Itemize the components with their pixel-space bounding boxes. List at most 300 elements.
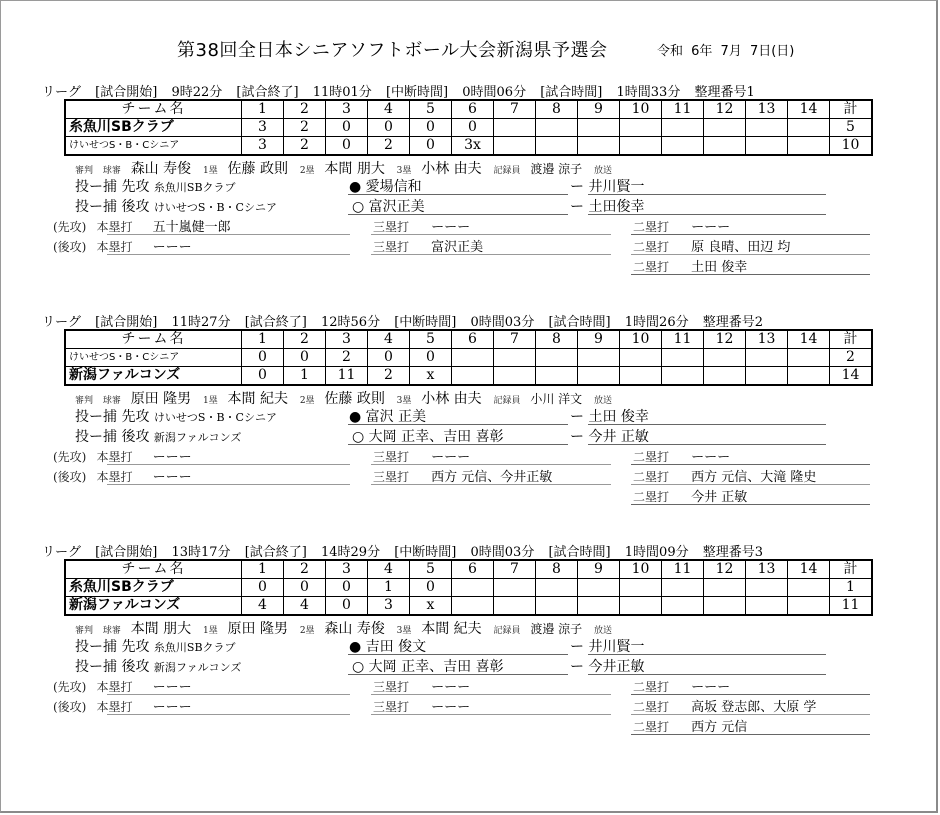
divider bbox=[631, 254, 870, 255]
second-hr-row bbox=[53, 696, 192, 715]
inning-header: 5 bbox=[410, 560, 452, 579]
double-label: 二塁打 bbox=[633, 450, 670, 464]
third-base-umpire-label: 3塁 bbox=[396, 396, 412, 406]
inning-score: x bbox=[410, 597, 452, 616]
inning-score bbox=[578, 579, 620, 597]
triple-value: ーーー bbox=[431, 450, 471, 465]
battery-second-team: 新潟ファルコンズ bbox=[153, 431, 242, 444]
total-header: 計 bbox=[830, 560, 873, 579]
first-attack-label: 先攻 bbox=[121, 179, 150, 195]
inning-score bbox=[662, 597, 704, 616]
battery-label: 投ー捕 bbox=[75, 409, 117, 425]
second-base-umpire: 佐藤 政則 bbox=[324, 391, 385, 407]
divider bbox=[631, 734, 870, 735]
inning-score bbox=[704, 597, 746, 616]
duration-time: 1時間33分 bbox=[616, 85, 681, 100]
inning-score: 3x bbox=[452, 137, 494, 156]
double-value: 土田 俊幸 bbox=[691, 260, 748, 275]
battery-first-row bbox=[75, 176, 236, 196]
inning-header: 11 bbox=[662, 560, 704, 579]
inning-score bbox=[746, 579, 788, 597]
pitcher-name: 吉田 俊文 bbox=[365, 639, 427, 655]
inning-score: 0 bbox=[284, 579, 326, 597]
scoreboard-table bbox=[64, 99, 873, 156]
inning-header: 14 bbox=[788, 330, 830, 349]
battery-first-team: けいせつS・B・Cシニア bbox=[153, 411, 277, 424]
league-label: リーグ bbox=[42, 315, 82, 330]
double-row-3 bbox=[633, 486, 747, 505]
third-base-umpire-label: 3塁 bbox=[396, 626, 412, 636]
divider bbox=[107, 234, 350, 235]
inning-score bbox=[452, 349, 494, 367]
double-value: ーーー bbox=[691, 450, 731, 465]
hr-label: 本塁打 bbox=[96, 700, 133, 714]
pitcher-name: 富沢正美 bbox=[368, 199, 425, 215]
inning-score: 0 bbox=[284, 349, 326, 367]
win-mark-icon: ● bbox=[349, 409, 362, 425]
game-record bbox=[0, 81, 940, 301]
break-time: 0時間03分 bbox=[470, 315, 535, 330]
double-row-1 bbox=[633, 446, 730, 465]
total-score: 1 bbox=[830, 579, 873, 597]
second-base-umpire-label: 2塁 bbox=[299, 626, 315, 636]
dash-separator: ー bbox=[570, 639, 584, 655]
inning-header: 1 bbox=[242, 100, 284, 119]
start-label: [試合開始] bbox=[95, 545, 158, 560]
divider bbox=[107, 484, 350, 485]
inning-score: 4 bbox=[242, 597, 284, 616]
battery-second-row bbox=[75, 656, 241, 676]
inning-score: 3 bbox=[242, 119, 284, 137]
first-base-umpire: 本間 紀夫 bbox=[227, 391, 288, 407]
catcher-name: 土田俊幸 bbox=[588, 199, 645, 215]
plate-umpire-label: 球審 bbox=[102, 396, 121, 406]
total-header: 計 bbox=[830, 100, 873, 119]
inning-score bbox=[620, 579, 662, 597]
second-hr-row bbox=[53, 466, 192, 485]
battery-first-pitcher bbox=[349, 406, 426, 426]
inning-score bbox=[620, 367, 662, 386]
inning-header: 8 bbox=[536, 330, 578, 349]
inning-header: 7 bbox=[494, 100, 536, 119]
battery-second-pitcher bbox=[352, 426, 504, 446]
inning-score: 0 bbox=[368, 119, 410, 137]
inning-header: 13 bbox=[746, 100, 788, 119]
game-info-line bbox=[42, 541, 773, 560]
inning-score: 4 bbox=[284, 597, 326, 616]
battery-second-row bbox=[75, 196, 277, 216]
inning-score bbox=[494, 579, 536, 597]
team-name: 新潟ファルコンズ bbox=[65, 367, 242, 386]
inning-score bbox=[704, 579, 746, 597]
second-attack-paren-label: (後攻) bbox=[53, 240, 87, 254]
team-name: けいせつS・B・Cシニア bbox=[65, 349, 242, 367]
divider bbox=[588, 654, 826, 655]
inning-score bbox=[452, 579, 494, 597]
inning-score bbox=[578, 367, 620, 386]
umpire-label: 審判 bbox=[75, 396, 94, 406]
divider bbox=[348, 674, 568, 675]
divider bbox=[371, 464, 611, 465]
inning-score bbox=[704, 119, 746, 137]
battery-second-team: 新潟ファルコンズ bbox=[153, 661, 242, 674]
battery-label: 投ー捕 bbox=[75, 429, 117, 445]
battery-second-catcher bbox=[570, 656, 644, 676]
inning-score bbox=[788, 367, 830, 386]
inning-header: 9 bbox=[578, 330, 620, 349]
hr-value: 五十嵐健一郎 bbox=[152, 220, 231, 235]
second-triple-row bbox=[373, 696, 470, 715]
break-label: [中断時間] bbox=[394, 545, 457, 560]
inning-header: 6 bbox=[452, 100, 494, 119]
inning-score: 1 bbox=[368, 579, 410, 597]
inning-header: 10 bbox=[620, 330, 662, 349]
team-row-second bbox=[65, 137, 872, 156]
inning-score: x bbox=[410, 367, 452, 386]
inning-score bbox=[746, 349, 788, 367]
second-base-umpire-label: 2塁 bbox=[299, 166, 315, 176]
first-hr-row bbox=[53, 446, 192, 465]
double-row-2 bbox=[633, 236, 790, 255]
end-time: 11時01分 bbox=[312, 85, 372, 100]
umpires-line bbox=[75, 158, 618, 178]
inning-score bbox=[788, 119, 830, 137]
total-header: 計 bbox=[830, 330, 873, 349]
game-record bbox=[0, 311, 940, 531]
lose-mark-icon: ○ bbox=[352, 199, 365, 215]
hr-label: 本塁打 bbox=[96, 220, 133, 234]
divider bbox=[107, 254, 350, 255]
second-base-umpire: 本間 朋大 bbox=[324, 161, 385, 177]
game-info-line bbox=[42, 81, 765, 100]
scoreboard-header bbox=[65, 100, 872, 119]
double-label: 二塁打 bbox=[633, 490, 670, 504]
third-base-umpire: 小林 由夫 bbox=[421, 161, 482, 177]
scoreboard-table bbox=[64, 329, 873, 386]
hr-label: 本塁打 bbox=[96, 680, 133, 694]
second-triple-row bbox=[373, 236, 483, 255]
inning-score: 0 bbox=[410, 349, 452, 367]
inning-header: 2 bbox=[284, 560, 326, 579]
end-time: 14時29分 bbox=[320, 545, 381, 560]
double-label: 二塁打 bbox=[633, 220, 670, 234]
inning-score bbox=[494, 119, 536, 137]
divider bbox=[631, 694, 870, 695]
inning-score bbox=[536, 137, 578, 156]
recorder-label: 記録員 bbox=[493, 626, 521, 636]
game-record bbox=[0, 541, 940, 761]
end-time: 12時56分 bbox=[320, 315, 381, 330]
duration-time: 1時間26分 bbox=[624, 315, 689, 330]
triple-label: 三塁打 bbox=[373, 700, 410, 714]
divider bbox=[588, 444, 826, 445]
inning-header: 7 bbox=[494, 560, 536, 579]
triple-label: 三塁打 bbox=[373, 470, 410, 484]
recorder-name: 渡邉 涼子 bbox=[530, 162, 583, 176]
battery-first-pitcher bbox=[349, 636, 426, 656]
inning-score: 2 bbox=[368, 367, 410, 386]
inning-score bbox=[620, 597, 662, 616]
inning-score bbox=[662, 137, 704, 156]
battery-first-catcher bbox=[570, 406, 649, 426]
inning-header: 11 bbox=[662, 330, 704, 349]
battery-second-catcher bbox=[570, 196, 644, 216]
battery-first-row bbox=[75, 406, 277, 426]
event-date: 令和 6年 7月 7日(日) bbox=[657, 44, 795, 59]
divider bbox=[588, 674, 826, 675]
catcher-name: 今井正敏 bbox=[588, 659, 645, 675]
divider bbox=[371, 234, 611, 235]
pitcher-name: 愛場信和 bbox=[365, 179, 422, 195]
broadcast-label: 放送 bbox=[594, 396, 613, 406]
inning-score: 0 bbox=[242, 349, 284, 367]
inning-header: 12 bbox=[704, 330, 746, 349]
dash-separator: ー bbox=[570, 199, 584, 215]
inning-score: 1 bbox=[284, 367, 326, 386]
inning-score bbox=[536, 579, 578, 597]
hr-label: 本塁打 bbox=[96, 240, 133, 254]
inning-score bbox=[746, 119, 788, 137]
team-row-first bbox=[65, 579, 872, 597]
inning-score bbox=[578, 137, 620, 156]
hr-value: ーーー bbox=[152, 700, 192, 715]
duration-label: [試合時間] bbox=[548, 545, 611, 560]
team-name-header: チーム名 bbox=[65, 330, 242, 349]
first-attack-paren-label: (先攻) bbox=[53, 220, 87, 234]
divider bbox=[348, 424, 568, 425]
inning-score bbox=[536, 119, 578, 137]
inning-score: 2 bbox=[326, 349, 368, 367]
total-score: 11 bbox=[830, 597, 873, 616]
lose-mark-icon: ○ bbox=[352, 659, 365, 675]
inning-header: 6 bbox=[452, 330, 494, 349]
divider bbox=[371, 714, 611, 715]
scoreboard-header bbox=[65, 560, 872, 579]
double-row-1 bbox=[633, 676, 730, 695]
double-row-2 bbox=[633, 696, 816, 715]
double-row-2 bbox=[633, 466, 816, 485]
umpire-label: 審判 bbox=[75, 626, 94, 636]
plate-umpire-label: 球審 bbox=[102, 166, 121, 176]
inning-score bbox=[536, 597, 578, 616]
inning-header: 4 bbox=[368, 100, 410, 119]
hr-value: ーーー bbox=[152, 680, 192, 695]
break-time: 0時間03分 bbox=[470, 545, 535, 560]
hr-value: ーーー bbox=[152, 450, 192, 465]
total-score: 14 bbox=[830, 367, 873, 386]
inning-header: 1 bbox=[242, 560, 284, 579]
inning-header: 2 bbox=[284, 100, 326, 119]
inning-score: 0 bbox=[368, 349, 410, 367]
battery-label: 投ー捕 bbox=[75, 659, 117, 675]
second-attack-label: 後攻 bbox=[121, 429, 150, 445]
inning-header: 9 bbox=[578, 560, 620, 579]
hr-label: 本塁打 bbox=[96, 470, 133, 484]
inning-header: 10 bbox=[620, 560, 662, 579]
hr-label: 本塁打 bbox=[96, 450, 133, 464]
double-value: 西方 元信、大滝 隆史 bbox=[691, 470, 817, 485]
double-row-3 bbox=[633, 256, 747, 275]
game-number: 整理番号1 bbox=[694, 85, 755, 100]
page-title: 第38回全日本シニアソフトボール大会新潟県予選会 bbox=[177, 40, 608, 61]
double-label: 二塁打 bbox=[633, 470, 670, 484]
inning-score bbox=[620, 137, 662, 156]
divider bbox=[348, 444, 568, 445]
inning-header: 1 bbox=[242, 330, 284, 349]
end-label: [試合終了] bbox=[244, 545, 307, 560]
inning-score bbox=[494, 349, 536, 367]
inning-score bbox=[578, 349, 620, 367]
divider bbox=[588, 194, 826, 195]
inning-header: 8 bbox=[536, 100, 578, 119]
double-value: 高坂 登志郎、大原 学 bbox=[691, 700, 817, 715]
plate-umpire: 原田 隆男 bbox=[130, 391, 192, 407]
inning-score bbox=[494, 137, 536, 156]
inning-header: 2 bbox=[284, 330, 326, 349]
game-number: 整理番号2 bbox=[702, 315, 764, 330]
second-triple-row bbox=[373, 466, 552, 485]
inning-header: 4 bbox=[368, 560, 410, 579]
second-hr-row bbox=[53, 236, 192, 255]
battery-first-row bbox=[75, 636, 236, 656]
inning-score: 0 bbox=[410, 119, 452, 137]
first-attack-label: 先攻 bbox=[121, 409, 150, 425]
break-label: [中断時間] bbox=[385, 85, 449, 100]
team-name: 糸魚川SBクラブ bbox=[65, 119, 242, 137]
inning-score: 2 bbox=[284, 119, 326, 137]
recorder-name: 渡邉 涼子 bbox=[530, 622, 583, 636]
divider bbox=[107, 464, 350, 465]
game-number: 整理番号3 bbox=[702, 545, 764, 560]
inning-score bbox=[620, 119, 662, 137]
pitcher-name: 大岡 正幸、吉田 喜彰 bbox=[368, 659, 504, 675]
start-time: 11時27分 bbox=[171, 315, 231, 330]
battery-second-row bbox=[75, 426, 241, 446]
third-base-umpire: 小林 由夫 bbox=[421, 391, 482, 407]
dash-separator: ー bbox=[570, 409, 584, 425]
first-attack-paren-label: (先攻) bbox=[53, 450, 87, 464]
team-row-second bbox=[65, 367, 872, 386]
inning-score: 0 bbox=[410, 579, 452, 597]
inning-score: 0 bbox=[452, 119, 494, 137]
dash-separator: ー bbox=[570, 429, 584, 445]
first-base-umpire-label: 1塁 bbox=[202, 396, 218, 406]
first-base-umpire: 佐藤 政則 bbox=[227, 161, 288, 177]
league-label: リーグ bbox=[42, 545, 82, 560]
pitcher-name: 富沢 正美 bbox=[365, 409, 427, 425]
first-triple-row bbox=[373, 446, 470, 465]
inning-score bbox=[788, 349, 830, 367]
first-base-umpire-label: 1塁 bbox=[202, 166, 218, 176]
double-value: 原 良晴、田辺 均 bbox=[691, 240, 791, 255]
pitcher-name: 大岡 正幸、吉田 喜彰 bbox=[368, 429, 504, 445]
inning-header: 14 bbox=[788, 560, 830, 579]
inning-header: 14 bbox=[788, 100, 830, 119]
inning-header: 3 bbox=[326, 560, 368, 579]
inning-header: 5 bbox=[410, 100, 452, 119]
double-label: 二塁打 bbox=[633, 240, 670, 254]
inning-header: 7 bbox=[494, 330, 536, 349]
league-label: リーグ bbox=[42, 85, 82, 100]
inning-header: 12 bbox=[704, 560, 746, 579]
second-attack-label: 後攻 bbox=[121, 659, 150, 675]
battery-second-team: けいせつS・B・Cシニア bbox=[153, 201, 277, 214]
inning-score bbox=[536, 367, 578, 386]
divider bbox=[107, 694, 350, 695]
first-attack-paren-label: (先攻) bbox=[53, 680, 87, 694]
break-label: [中断時間] bbox=[394, 315, 457, 330]
inning-score bbox=[704, 367, 746, 386]
total-score: 10 bbox=[830, 137, 873, 156]
battery-second-catcher bbox=[570, 426, 649, 446]
second-attack-paren-label: (後攻) bbox=[53, 470, 87, 484]
inning-score: 0 bbox=[242, 579, 284, 597]
triple-label: 三塁打 bbox=[373, 240, 410, 254]
inning-score bbox=[704, 137, 746, 156]
triple-label: 三塁打 bbox=[373, 450, 410, 464]
inning-score: 3 bbox=[242, 137, 284, 156]
inning-score: 0 bbox=[410, 137, 452, 156]
battery-first-catcher bbox=[570, 176, 644, 196]
plate-umpire: 本間 朋大 bbox=[130, 621, 192, 637]
team-name-header: チーム名 bbox=[65, 100, 242, 119]
divider bbox=[371, 484, 611, 485]
inning-header: 9 bbox=[578, 100, 620, 119]
duration-label: [試合時間] bbox=[540, 85, 603, 100]
inning-score bbox=[452, 367, 494, 386]
battery-label: 投ー捕 bbox=[75, 179, 117, 195]
inning-score bbox=[620, 349, 662, 367]
inning-score bbox=[662, 119, 704, 137]
divider bbox=[107, 714, 350, 715]
divider bbox=[631, 274, 870, 275]
catcher-name: 今井 正敏 bbox=[588, 429, 649, 445]
triple-label: 三塁打 bbox=[373, 220, 410, 234]
team-name: 新潟ファルコンズ bbox=[65, 597, 242, 616]
first-base-umpire-label: 1塁 bbox=[202, 626, 218, 636]
inning-header: 13 bbox=[746, 330, 788, 349]
divider bbox=[371, 254, 611, 255]
inning-header: 3 bbox=[326, 330, 368, 349]
inning-score bbox=[746, 597, 788, 616]
inning-score: 3 bbox=[368, 597, 410, 616]
inning-score: 0 bbox=[326, 597, 368, 616]
first-triple-row bbox=[373, 676, 470, 695]
dash-separator: ー bbox=[570, 179, 584, 195]
lose-mark-icon: ○ bbox=[352, 429, 365, 445]
catcher-name: 土田 俊幸 bbox=[588, 409, 649, 425]
dash-separator: ー bbox=[570, 659, 584, 675]
first-triple-row bbox=[373, 216, 470, 235]
inning-score bbox=[788, 137, 830, 156]
double-row-3 bbox=[633, 716, 747, 735]
triple-value: ーーー bbox=[431, 680, 471, 695]
battery-first-catcher bbox=[570, 636, 644, 656]
inning-score: 2 bbox=[284, 137, 326, 156]
double-row-1 bbox=[633, 216, 730, 235]
duration-time: 1時間09分 bbox=[624, 545, 689, 560]
scoreboard-table bbox=[64, 559, 873, 616]
win-mark-icon: ● bbox=[349, 639, 362, 655]
team-name: 糸魚川SBクラブ bbox=[65, 579, 242, 597]
divider bbox=[631, 484, 870, 485]
duration-label: [試合時間] bbox=[548, 315, 611, 330]
start-label: [試合開始] bbox=[95, 315, 158, 330]
first-attack-label: 先攻 bbox=[121, 639, 150, 655]
end-label: [試合終了] bbox=[244, 315, 307, 330]
second-attack-paren-label: (後攻) bbox=[53, 700, 87, 714]
team-name: けいせつS・B・Cシニア bbox=[65, 137, 242, 156]
